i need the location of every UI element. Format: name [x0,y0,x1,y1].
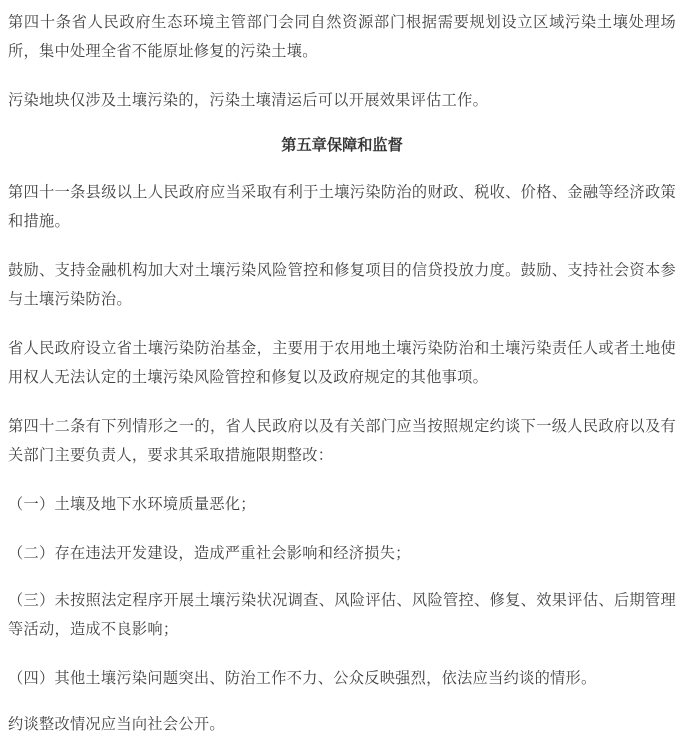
public-disclosure-paragraph: 约谈整改情况应当向社会公开。 [8,715,225,733]
prevention-fund-paragraph: 省人民政府设立省土壤污染防治基金，主要用于农用地土壤污染防治和土壤污染责任人或者土地使用权人无法认定的土壤污染风险管控和修复以及政府规定的其他事项。 [8,339,676,386]
effect-evaluation-paragraph: 污染地块仅涉及土壤污染的，污染土壤清运后可以开展效果评估工作。 [8,91,489,109]
list-item-4: （四）其他土壤污染问题突出、防治工作不力、公众反映强烈，依法应当约谈的情形。 [8,669,597,687]
list-item-2: （二）存在违法开发建设，造成严重社会影响和经济损失； [8,544,411,562]
article-40-paragraph: 第四十条省人民政府生态环境主管部门会同自然资源部门根据需要规划设立区域污染土壤处理场所，集中处理全省不能原址修复的污染土壤。 [8,13,676,60]
chapter-heading: 第五章保障和监督 [281,136,403,154]
financial-support-paragraph: 鼓励、支持金融机构加大对土壤污染风险管控和修复项目的信贷投放力度。鼓励、支持社会资本参与土壤污染防治。 [8,261,676,308]
list-item-3: （三）未按照法定程序开展土壤污染状况调查、风险评估、风险管控、修复、效果评估、后期管理等活动，造成不良影响； [8,591,676,638]
article-41-paragraph: 第四十一条县级以上人民政府应当采取有利于土壤污染防治的财政、税收、价格、金融等经济政策和措施。 [8,183,676,230]
list-item-1: （一）土壤及地下水环境质量恶化； [8,495,256,513]
article-42-paragraph: 第四十二条有下列情形之一的，省人民政府以及有关部门应当按照规定约谈下一级人民政府以及有关部门主要负责人，要求其采取措施限期整改： [8,417,676,464]
